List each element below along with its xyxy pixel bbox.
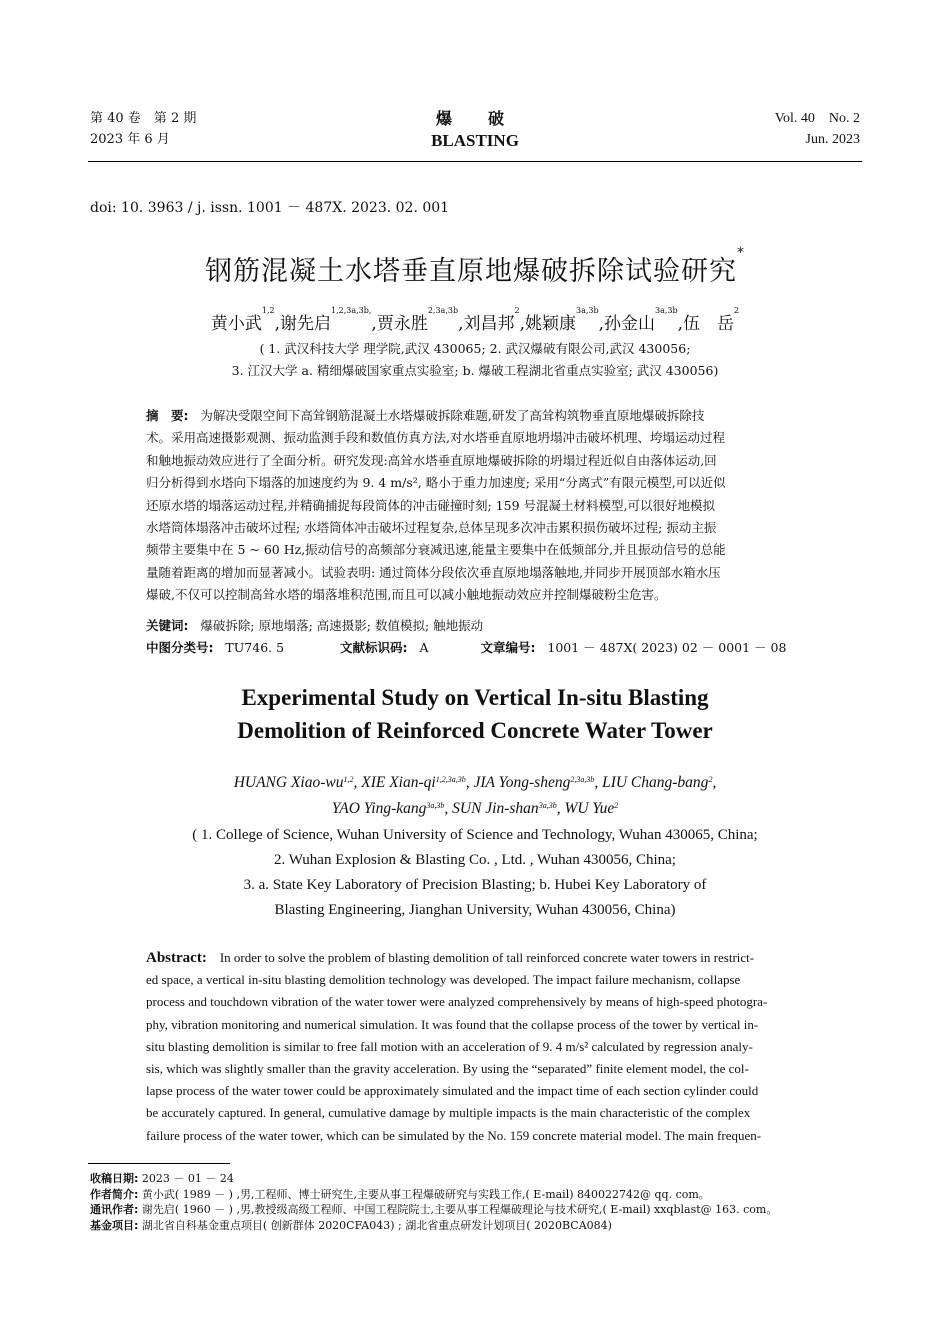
- affiliation-en-line: Blasting Engineering, Jianghan University, Wuhan 430056, China): [274, 902, 676, 918]
- abstract-en-line: ed space, a vertical in-situ blasting demolition technology was developed. The impact failure mechanism, collapse: [146, 972, 741, 988]
- abstract-cn-line: 和触地振动效应进行了全面分析。研究发现:高耸水塔垂直原地爆破拆除的坍塌过程近似自由落体运动,回: [146, 452, 717, 468]
- article-no-value: 1001 － 487X( 2023) 02 － 0001 － 08: [547, 640, 787, 655]
- authors-en: HUANG Xiao-wu$^{1,2}$, XIE Xian-$qi^{1,2,3a,3b}$, JIA Yong-sheng$^{2,3a,3b}$, LIU Chang-bang$^2$, YAO Ying-kang$^{3a,3b}$, SUN Jin-shan$^{3a,3b}$, WU Yue$^2$: [233, 774, 717, 817]
- doi: doi: 10. 3963 / j. issn. 1001 － 487X. 2023. 02. 001: [90, 200, 450, 216]
- author-cn: 谢先启$^{1,2,3a,3b,}$: [280, 306, 372, 334]
- footnote-funding: 基金项目: 湖北省自科基金重点项目( 创新群体 2020CFA043) ; 湖北省重点研发计划项目( 2020BCA084): [90, 1218, 612, 1232]
- author-en: HUANG Xiao-wu$^{1,2}$: [233, 774, 354, 791]
- title-cn: [0, 245, 950, 288]
- author-en: WU Yue$^2$: [564, 800, 619, 817]
- title-en: [0, 681, 950, 747]
- journal-name-cn: 爆 破: [435, 109, 514, 128]
- abstract-cn-line: 归分析得到水塔向下塌落的加速度约为 9. 4 m/s², 略小于重力加速度; 采用“分离式”有限元模型,可以近似: [146, 475, 726, 491]
- abstract-cn-line: 术。采用高速摄影观测、振动监测手段和数值仿真方法,对水塔垂直原地坍塌冲击破坏机理、垮塌运动过程: [146, 430, 725, 446]
- author-en: LIU Chang-bang$^2$: [602, 774, 713, 791]
- abstract-cn-line: 频带主要集中在 5 ~ 60 Hz,振动信号的高频部分衰减迅速,能量主要集中在低频部分,并且振动信号的总能: [146, 542, 726, 558]
- abstract-en-line: phy, vibration monitoring and numerical simulation. It was found that the collapse process of the tower by vertical in-: [146, 1016, 759, 1032]
- abstract-en-label: Abstract:: [146, 950, 207, 966]
- abstract-en-line: process and touchdown vibration of the water tower were analyzed comprehensively by means of high-speed photogra-: [146, 994, 768, 1010]
- article-no-label: 文章编号:: [480, 640, 536, 655]
- author-cn: 伍 岳$^2$: [683, 306, 740, 334]
- abstract-en-line: be accurately captured. In general, cumulative damage by multiple impacts is the main characteristic of the complex: [146, 1105, 751, 1121]
- title-en-line: Demolition of Reinforced Concrete Water Tower: [237, 718, 713, 743]
- abstract-en-line: failure process of the water tower, which can be simulated by the No. 159 concrete material model. The main frequen-: [146, 1127, 762, 1143]
- author-cn: 孙金山$^{3a,3b}$: [604, 306, 678, 334]
- abstract-cn-line: 爆破,不仅可以控制高耸水塔的塌落堆积范围,而且可以减小触地振动效应并控制爆破粉尘危害。: [146, 587, 667, 603]
- header-date: 2023 年 6 月: [90, 132, 170, 147]
- journal-name: [375, 108, 575, 152]
- keywords-cn: [146, 615, 816, 637]
- affiliation-cn-line: 3. 江汉大学 a. 精细爆破国家重点实验室; b. 爆破工程湖北省重点实验室; 武汉 430056): [231, 363, 719, 378]
- author-en: XIE Xian-$qi^{1,2,3a,3b}$: [361, 774, 466, 791]
- abstract-cn-line: 水塔筒体塌落冲击破坏过程; 水塔筒体冲击破坏过程复杂,总体呈现多次冲击累积损伤破坏过程; 振动主振: [146, 520, 717, 536]
- clc-value: TU746. 5: [225, 640, 285, 655]
- affiliation-en-line: 2. Wuhan Explosion & Blasting Co. , Ltd. , Wuhan 430056, China;: [274, 852, 676, 868]
- journal-name-en: BLASTING: [431, 131, 519, 150]
- author-cn: 姚颖康$^{3a,3b}$: [524, 306, 599, 334]
- abstract-cn-label: 摘 要:: [146, 408, 189, 423]
- abstract-en-line: In order to solve the problem of blasting demolition of tall reinforced concrete water towers in restrict-: [219, 950, 755, 965]
- abstract-en: [146, 947, 816, 1147]
- abstract-cn-line: 还原水塔的塌落运动过程,并精确捕捉每段筒体的冲击碰撞时刻; 159 号混凝土材料模型,可以很好地模拟: [146, 497, 715, 513]
- abstract-en-line: lapse process of the water tower could be approximately simulated and the impact time of each section cylinder could: [146, 1083, 759, 1099]
- author-en: SUN Jin-shan$^{3a,3b}$: [452, 800, 557, 817]
- abstract-cn-line: 量随着距离的增加而显著减小。试验表明: 通过筒体分段依次垂直原地塌落触地,并同步开展顶部水箱水压: [146, 564, 721, 580]
- footnote-author-bio: 作者简介: 黄小武( 1989 － ) ,男,工程师、博士研究生,主要从事工程爆破研究与实践工作,( E-mail) 840022742@ qq. com。: [90, 1187, 710, 1201]
- abstract-cn: [146, 405, 816, 607]
- author-en: JIA Yong-sheng$^{2,3a,3b}$: [473, 774, 595, 791]
- affiliation-en-line: 3. a. State Key Laboratory of Precision Blasting; b. Hubei Key Laboratory of: [243, 877, 707, 893]
- footnote-rule: [88, 1163, 230, 1164]
- author-en: YAO Ying-kang$^{3a,3b}$: [331, 800, 445, 817]
- affiliation-cn-line: ( 1. 武汉科技大学 理学院,武汉 430065; 2. 武汉爆破有限公司,武汉 430056;: [259, 341, 691, 356]
- doc-code-label: 文献标识码:: [340, 640, 408, 655]
- header-vol-no: Vol. 40 No. 2: [774, 111, 860, 126]
- header-vol-en: [775, 108, 860, 150]
- header-volume-issue: [90, 108, 196, 150]
- header-volume: 第 40 卷 第 2 期: [90, 111, 197, 126]
- affiliation-en-line: ( 1. College of Science, Wuhan University of Science and Technology, Wuhan 430065, China;: [192, 827, 758, 843]
- classification-line: [146, 637, 816, 659]
- footnote-received: 收稿日期: 2023 － 01 － 24: [90, 1172, 234, 1185]
- header-rule: [88, 161, 862, 162]
- abstract-cn-line: 为解决受限空间下高耸钢筋混凝土水塔爆破拆除难题,研发了高耸构筑物垂直原地爆破拆除技: [200, 408, 705, 423]
- keywords-text: 爆破拆除; 原地塌落; 高速摄影; 数值模拟; 触地振动: [200, 618, 484, 633]
- affiliations-cn: [0, 338, 950, 382]
- footnotes: [90, 1171, 890, 1233]
- author-cn: 黄小武$^{1,2}$: [210, 306, 275, 334]
- authors-cn: 黄小武$^{1,2}$,谢先启$^{1,2,3a,3b,}$,贾永胜$^{2,3a,3b}$,刘昌邦$^2$,姚颖康$^{3a,3b}$,孙金山$^{3a,3b}$,伍 岳$^2$: [210, 306, 740, 334]
- title-footnote-mark: *: [737, 245, 745, 261]
- keywords-label: 关键词:: [146, 618, 189, 633]
- abstract-en-line: situ blasting demolition is similar to free fall motion with an acceleration of 9. 4 m/s² calculated by regression analy-: [146, 1038, 753, 1054]
- author-cn: 刘昌邦$^2$: [463, 306, 520, 334]
- title-en-line: Experimental Study on Vertical In-situ Blasting: [241, 685, 709, 710]
- clc-label: 中图分类号:: [146, 640, 214, 655]
- title-cn-text: 钢筋混凝土水塔垂直原地爆破拆除试验研究: [205, 256, 737, 287]
- doc-code-value: A: [419, 640, 429, 655]
- affiliations-en: [0, 823, 950, 923]
- header-month-year: Jun. 2023: [805, 132, 860, 147]
- author-cn: 贾永胜$^{2,3a,3b}$: [376, 306, 459, 334]
- abstract-en-line: sis, which was slightly smaller than the gravity acceleration. By using the “separated” finite element model, the col-: [146, 1061, 749, 1077]
- footnote-corresponding: 通讯作者: 谢先启( 1960 － ) ,男,教授级高级工程师、中国工程院院士,主要从事工程爆破理论与技术研究,( E-mail) xxqblast@ 163. com。: [90, 1203, 778, 1216]
